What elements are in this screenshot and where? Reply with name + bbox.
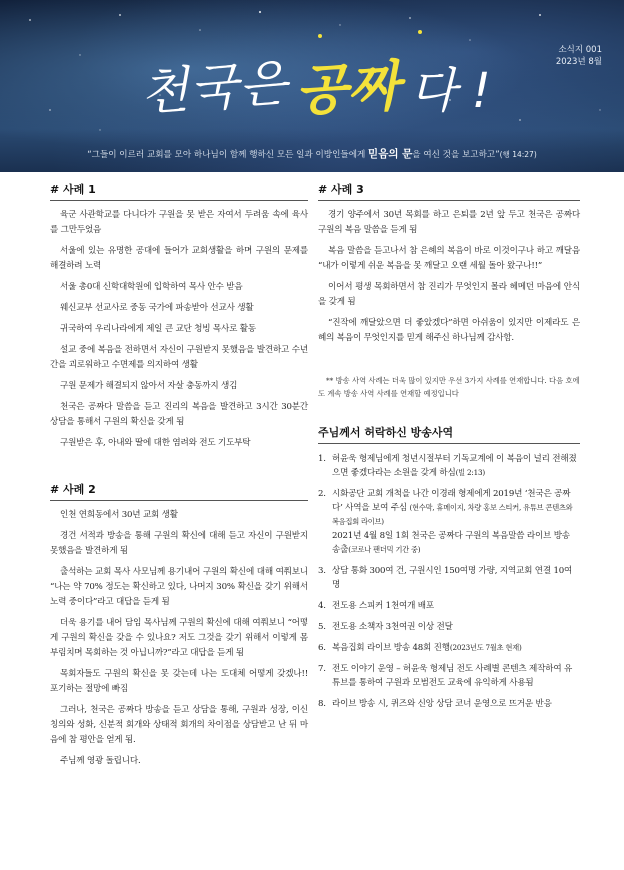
case2-heading: # 사례 2 (50, 481, 308, 501)
right-column (318, 181, 580, 718)
scripture-quote (0, 146, 624, 161)
broadcast-item-text: 라이브 방송 시, 퀴즈와 신앙 상담 코너 운영으로 뜨거운 반응 (332, 699, 552, 709)
case2-paragraph: 주님께 영광 돌립니다. (60, 756, 141, 766)
broadcast-item (318, 641, 580, 655)
title-part-3: 다 ! (410, 63, 491, 119)
broadcast-item-text: 전도용 스피커 1천여개 배포 (332, 601, 434, 611)
quote-highlight: 믿음의 문 (368, 148, 413, 160)
broadcast-item (318, 662, 580, 690)
broadcast-item (318, 487, 580, 557)
case1-paragraph: 설교 중에 복음을 전하면서 자신이 구원받지 못했음을 발견하고 수년간을 괴로워하고 수면제를 의지하여 생활 (50, 345, 308, 370)
case3-paragraph: “진작에 깨달았으면 더 좋았겠다”하면 아쉬움이 있지만 이제라도 은혜의 복음이 무엇인지를 믿게 해주신 하나님께 감사함. (318, 318, 580, 343)
broadcast-item (318, 599, 580, 613)
case2-paragraph: 목회자들도 구원의 확신을 못 갖는데 나는 도대체 어떻게 갖겠나!! 포기하는 절망에 빠짐 (50, 669, 308, 694)
broadcast-item-note: (2023년도 7월초 현재) (449, 643, 522, 652)
case2-paragraph: 더욱 용기를 내어 담임 목사님께 구원의 확신에 대해 여쭤보니 “어떻게 구원의 확신을 갖을 수 있나요? 저도 그것을 갖기 위해서 이렇게 몸부림치며 목회하는 것 아닙니까?”라고 대답을 듣게 됨 (50, 618, 308, 658)
broadcast-item-number: 8. (318, 699, 326, 709)
broadcast-item-text: 전도 이야기 운영 – 허윤욱 형제님 전도 사례별 콘텐츠 제작하여 유튜브를 통하여 구원과 모범전도 교육에 유익하게 사용됨 (332, 664, 573, 688)
issue-date: 2023년 8월 (555, 57, 602, 67)
broadcast-item (318, 697, 580, 711)
broadcast-item-number: 1. (318, 454, 326, 464)
case1-paragraph: 구원받은 후, 아내와 딸에 대한 염려와 전도 기도부탁 (60, 438, 251, 448)
broadcast-item-text: 허윤욱 형제님에게 청년시절부터 기독교계에 이 복음이 널리 전해졌으면 좋겠다라는 소원을 갖게 하심 (332, 454, 577, 478)
case1-paragraph: 웨신교부 선교사로 중동 국가에 파송받아 선교사 생활 (60, 303, 254, 313)
broadcast-item-text: 복음집회 라이브 방송 48회 진행 (332, 643, 450, 653)
case1-heading: # 사례 1 (50, 181, 308, 201)
broadcast-item-extra-note: (코로나 팬더믹 기간 중) (348, 545, 421, 554)
case3-paragraph: 경기 양주에서 30년 목회를 하고 은퇴를 2년 앞 두고 천국은 공짜다 구원의 복음 말씀을 듣게 됨 (318, 210, 580, 235)
quote-before: “그들이 이르러 교회를 모아 하나님이 함께 행하신 모든 일과 이방인들에게 (87, 150, 366, 160)
case1-paragraph: 서울 총0대 신학대학원에 입학하여 목사 안수 받음 (60, 282, 243, 292)
broadcast-item (318, 564, 580, 592)
broadcast-item-text: 시화공단 교회 개척을 나간 이경래 형제에게 2019년 ‘천국은 공짜다’ 사역을 보여 주심 (332, 489, 571, 513)
broadcast-item (318, 452, 580, 480)
broadcast-item-text: 전도용 소책자 3천여권 이상 전달 (332, 622, 453, 632)
case1-paragraph: 천국은 공짜다 말씀을 듣고 진리의 복음을 발견하고 3시간 30분간 상담을 통해서 구원의 확신을 갖게 됨 (50, 402, 308, 427)
newsletter-title (138, 48, 500, 123)
broadcast-item-number: 7. (318, 664, 326, 674)
broadcast-item-number: 4. (318, 601, 326, 611)
quote-reference: (행 14:27) (499, 150, 537, 159)
broadcast-heading: 주님께서 허락하신 방송사역 (318, 424, 580, 444)
header-banner (0, 0, 624, 172)
left-column (50, 181, 308, 775)
case3-paragraph: 복음 말씀을 듣고나서 참 은혜의 복음이 바로 이것이구나 하고 깨달음 “내가 이렇게 쉬운 복음을 못 깨달고 오랜 세월 돌아 왔구나!!” (318, 246, 580, 271)
broadcast-item-number: 6. (318, 643, 326, 653)
broadcast-item-number: 2. (318, 489, 326, 499)
case1-paragraph: 서울에 있는 유명한 공대에 들어가 교회생활을 하며 구원의 문제를 해결하려 노력 (50, 246, 308, 271)
case2-paragraph: 출석하는 교회 목사 사모님께 용기내어 구원의 확신에 대해 여쭤보니 “나는 약 70% 정도는 확신하고 있다, 나머지 30% 확신을 갖기 위해서 노력 중이다”라고 대답을 듣게 됨 (50, 567, 308, 607)
case3-heading: # 사례 3 (318, 181, 580, 201)
case1-paragraph: 구원 문제가 해결되지 않아서 자살 충동까지 생김 (60, 381, 238, 391)
case1-paragraph: 귀국하여 우리나라에게 제일 큰 교단 청빙 목사로 활동 (60, 324, 256, 334)
case3-note: ** 방송 사역 사례는 더욱 많이 있지만 우선 3가지 사례를 연재합니다. 다음 호에도 계속 방송 사역 사례를 연재할 예정입니다 (318, 376, 580, 398)
broadcast-item-text: 상담 통화 300여 건, 구원시인 150여명 가량, 지역교회 연결 10여명 (332, 566, 573, 590)
case2-paragraph: 그러나, 천국은 공짜다 방송을 듣고 상담을 통해, 구원과 성장, 이신칭의와 성화, 신분적 회개와 상태적 회개의 차이점을 상담받고 난 뒤 마음에 참 평안을 얻게 됨. (50, 705, 308, 745)
case3-paragraph: 이어서 평생 목회하면서 참 진리가 무엇인지 몰라 헤메던 마음에 안식을 갖게 됨 (318, 282, 580, 307)
title-part-1: 천국은 (138, 53, 291, 123)
broadcast-item-note: (빌 2:13) (455, 468, 485, 477)
broadcast-item (318, 620, 580, 634)
broadcast-item-extra: 2021년 4월 8일 1회 천국은 공짜다 구원의 복음말씀 라이브 방송 송출 (332, 531, 570, 555)
issue-number: 소식지 001 (558, 45, 602, 55)
case1-paragraph: 육군 사관학교를 다니다가 구원을 못 받은 자여서 두려움 속에 육사를 그만두었음 (50, 210, 308, 235)
title-part-2: 공짜 (293, 54, 402, 123)
broadcast-item-number: 3. (318, 566, 326, 576)
issue-info (556, 44, 602, 68)
case2-paragraph: 경건 서적과 방송을 통해 구원의 확신에 대해 듣고 자신이 구원받지 못했음을 발견하게 됨 (50, 531, 308, 556)
broadcast-item-number: 5. (318, 622, 326, 632)
case2-paragraph: 인천 연희동에서 30년 교회 생활 (60, 510, 178, 520)
broadcast-item-note: (현수막, 휴메이지, 차량 홍보 스티커, 유튜브 콘텐츠와 복음집회 라이브) (332, 503, 573, 526)
quote-after: 을 여신 것을 보고하고” (412, 150, 500, 160)
